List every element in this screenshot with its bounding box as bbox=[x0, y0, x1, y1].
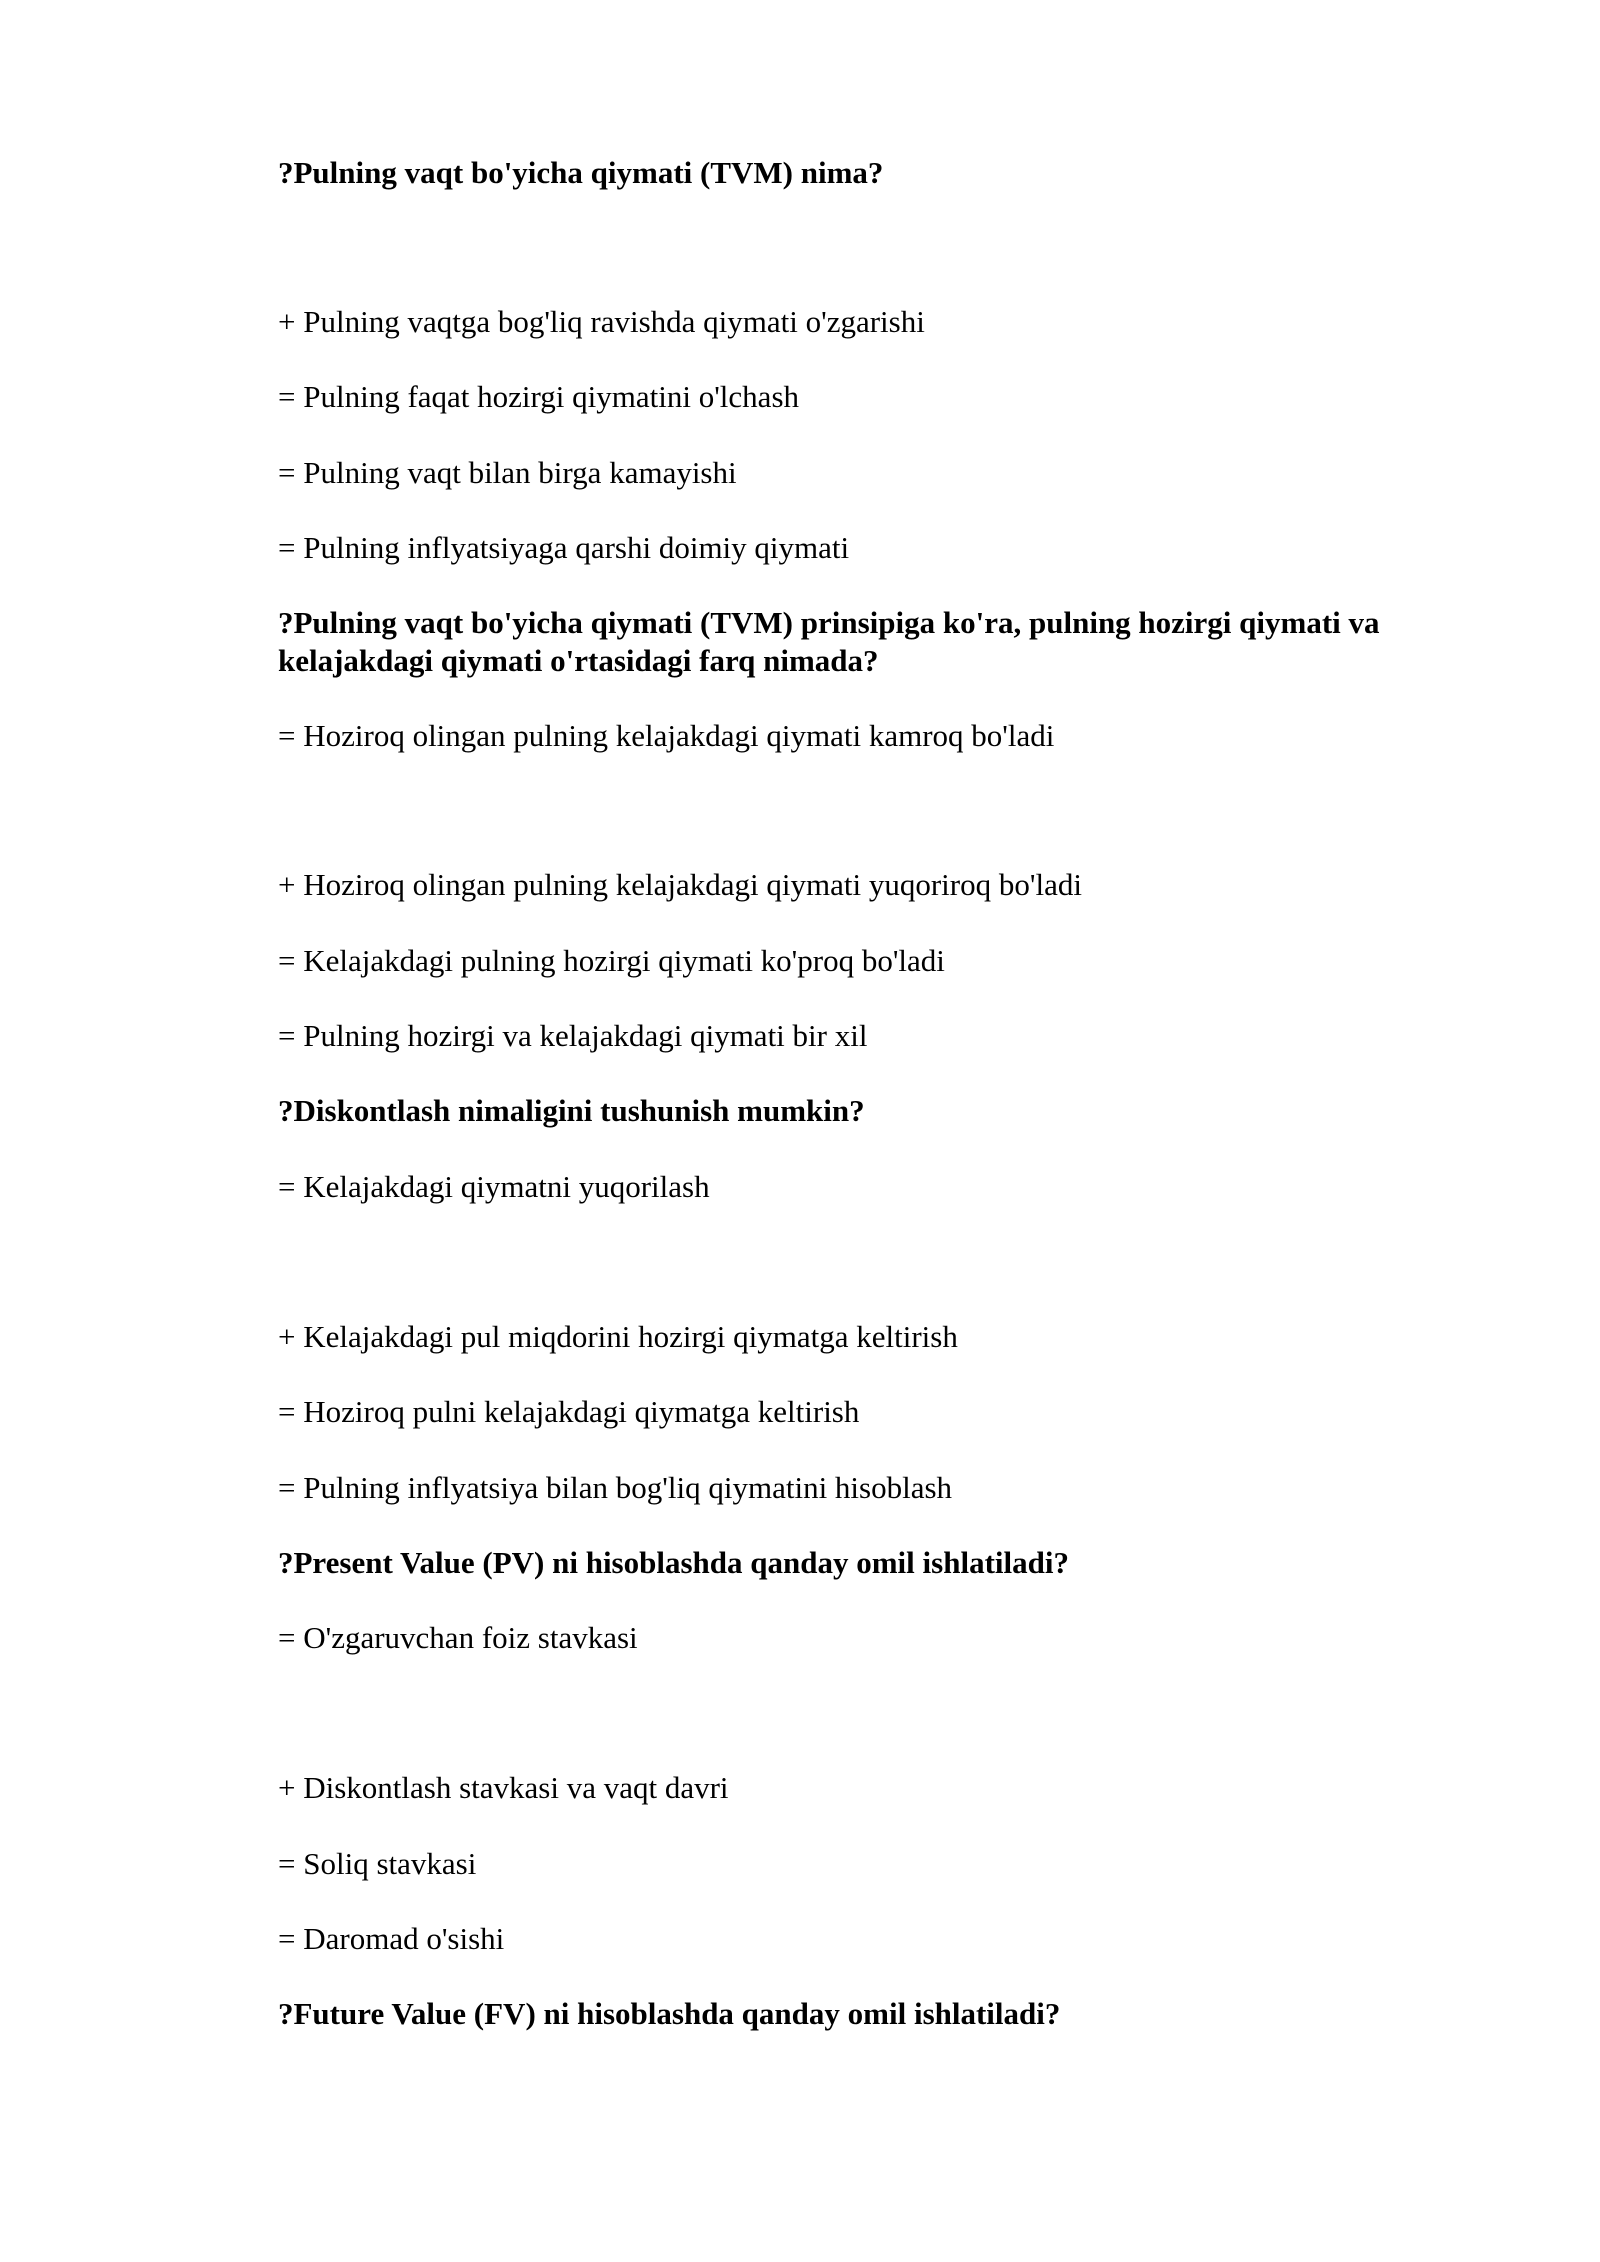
answer-3-2: + Kelajakdagi pul miqdorini hozirgi qiymatga keltirish bbox=[278, 1319, 958, 1354]
question-3: ?Diskontlash nimaligini tushunish mumkin? bbox=[278, 1093, 865, 1128]
question-4: ?Present Value (PV) ni hisoblashda qanday omil ishlatiladi? bbox=[278, 1545, 1069, 1580]
question-5: ?Future Value (FV) ni hisoblashda qanday omil ishlatiladi? bbox=[278, 1996, 1061, 2031]
answer-1-2: = Pulning faqat hozirgi qiymatini o'lchash bbox=[278, 379, 800, 414]
question-1: ?Pulning vaqt bo'yicha qiymati (TVM) nima? bbox=[278, 155, 884, 190]
question-2: ?Pulning vaqt bo'yicha qiymati (TVM) prinsipiga ko'ra, pulning hozirgi qiymati va kelajakdagi qiymati o'rtasidagi farq nimada? bbox=[278, 605, 1380, 678]
answer-2-2: + Hoziroq olingan pulning kelajakdagi qiymati yuqoriroq bo'ladi bbox=[278, 867, 1082, 902]
answer-4-3: = Soliq stavkasi bbox=[278, 1846, 477, 1881]
answer-2-4: = Pulning hozirgi va kelajakdagi qiymati bir xil bbox=[278, 1018, 868, 1053]
answer-1-1: + Pulning vaqtga bog'liq ravishda qiymati o'zgarishi bbox=[278, 304, 925, 339]
answer-4-2: + Diskontlash stavkasi va vaqt davri bbox=[278, 1770, 729, 1805]
answer-2-1: = Hoziroq olingan pulning kelajakdagi qiymati kamroq bo'ladi bbox=[278, 718, 1055, 753]
answer-4-4: = Daromad o'sishi bbox=[278, 1921, 505, 1956]
answer-2-3: = Kelajakdagi pulning hozirgi qiymati ko'proq bo'ladi bbox=[278, 943, 945, 978]
answer-1-3: = Pulning vaqt bilan birga kamayishi bbox=[278, 455, 737, 490]
answer-3-4: = Pulning inflyatsiya bilan bog'liq qiymatini hisoblash bbox=[278, 1470, 953, 1505]
answer-3-1: = Kelajakdagi qiymatni yuqorilash bbox=[278, 1169, 710, 1204]
answer-3-3: = Hoziroq pulni kelajakdagi qiymatga keltirish bbox=[278, 1394, 860, 1429]
answer-1-4: = Pulning inflyatsiyaga qarshi doimiy qiymati bbox=[278, 530, 850, 565]
answer-4-1: = O'zgaruvchan foiz stavkasi bbox=[278, 1620, 638, 1655]
